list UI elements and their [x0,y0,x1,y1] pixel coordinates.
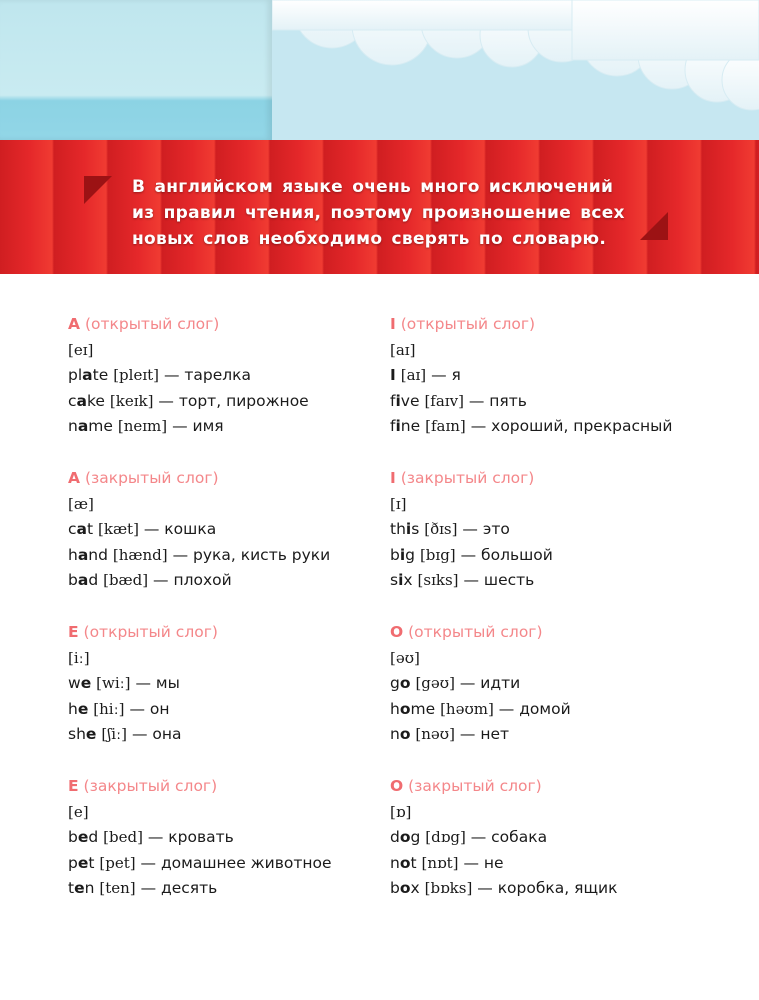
word-entry [68,825,428,851]
word-ipa: [faɪn] [425,417,466,435]
rule-heading [68,312,428,338]
rule-heading [68,620,428,646]
rule-block [68,466,428,620]
word: dog [390,828,421,846]
rule-block [68,312,428,466]
word-translation: — она [131,725,182,743]
sky-illustration [0,0,759,140]
word-ipa: [pleɪt] [113,366,159,384]
heading-letter: E [68,777,79,795]
heading-note: (открытый слог) [400,315,536,333]
word-translation: — он [129,699,170,718]
word-translation: — мы [135,674,180,692]
word-translation: — десять [140,879,218,897]
word: she [68,725,97,743]
clouds-icon [272,0,759,140]
word-translation: — коробка, ящик [477,879,618,897]
word-entry [390,543,750,569]
sound-transcription: [æ] [68,494,94,513]
word: bad [68,571,99,589]
word-ipa: [ʃiː] [101,725,127,743]
word-ipa: [bɒks] [424,879,473,897]
word-ipa: [bɪg] [419,545,456,564]
rule-heading [390,466,750,492]
sound-transcription: [ɒ] [390,802,412,821]
word-translation: — имя [172,417,224,435]
word: bed [68,828,99,846]
word: six [390,571,413,589]
word-translation: — не [463,853,504,872]
sound-transcription: [iː] [68,648,90,667]
word-ipa: [keɪk] [109,391,154,410]
rule-block [68,774,428,928]
sound-transcription: [aɪ] [390,340,416,359]
sound-transcription: [ɪ] [390,494,407,513]
heading-letter: A [68,469,80,487]
word-ipa: [sɪks] [417,571,459,589]
word-translation: — пять [468,391,527,410]
right-column [390,312,750,928]
word-translation: — торт, пирожное [158,391,309,410]
word-entry [390,825,750,851]
word-entry [390,389,750,415]
word-translation: — хороший, прекрасный [470,417,673,435]
word-entry [68,568,428,594]
rule-block [390,620,750,774]
word-ipa: [faɪv] [424,391,464,410]
word-ipa: [pet] [99,853,136,872]
banner-line: новых слов необходимо сверять по словарю. [132,229,607,249]
word-translation: — домой [498,699,571,718]
heading-note: (открытый слог) [408,623,543,641]
rule-heading [390,774,750,800]
heading-note: (открытый слог) [83,623,218,641]
word-translation: — кошка [143,520,217,538]
word-translation: — кровать [147,828,234,846]
word: he [68,699,89,718]
word: big [390,545,416,564]
word-translation: — это [462,520,510,538]
word-entry [68,671,428,697]
word-ipa: [dɒg] [425,828,466,846]
word-ipa: [hiː] [93,699,125,718]
word-entry [390,876,750,902]
word-ipa: [nəʊ] [415,725,455,743]
corner-triangle-icon [84,176,114,206]
word-ipa: [bed] [103,828,143,846]
heading-note: (закрытый слог) [408,777,542,795]
heading-note: (закрытый слог) [83,777,218,795]
word-translation: — домашнее животное [140,853,332,872]
sound-transcription: [eɪ] [68,340,94,359]
word: I [390,366,396,384]
word-ipa: [neɪm] [117,417,168,435]
word-translation: — плохой [153,571,232,589]
word-entry [390,722,750,748]
rule-block [390,774,750,928]
banner-text [132,174,652,252]
word-ipa: [aɪ] [400,366,427,384]
heading-note: (закрытый слог) [84,469,219,487]
word: this [390,520,420,538]
heading-letter: I [390,315,396,333]
heading-letter: I [390,469,396,487]
word: cat [68,520,94,538]
word-ipa: [ten] [99,879,136,897]
word-entry [390,414,750,440]
word-entry [68,389,428,415]
left-column [68,312,428,928]
word-translation: — я [431,366,461,384]
rule-heading [68,774,428,800]
heading-letter: E [68,623,79,641]
banner-line: из правил чтения, поэтому произношение всех [132,203,625,223]
word-translation: — большой [460,545,553,564]
word-entry [390,363,750,389]
word-entry [68,414,428,440]
heading-letter: A [68,315,80,333]
word: hand [68,545,108,564]
word-entry [390,568,750,594]
word: fine [390,417,421,435]
word-ipa: [nɒt] [421,853,459,872]
heading-letter: O [390,623,404,641]
word-entry [68,851,428,877]
word-ipa: [wiː] [96,674,131,692]
word-ipa: [ðɪs] [424,520,458,538]
word: box [390,879,420,897]
sky-panel [0,0,272,140]
heading-note: (открытый слог) [84,315,220,333]
rule-heading [390,620,750,646]
word-entry [68,543,428,569]
word-ipa: [gəʊ] [415,674,455,692]
word: plate [68,366,109,384]
banner-line: В английском языке очень много исключений [132,177,614,197]
word-entry [68,722,428,748]
rule-heading [390,312,750,338]
word-translation: — рука, кисть руки [172,545,331,564]
word: cake [68,391,105,410]
word: five [390,391,420,410]
word-entry [390,517,750,543]
word-ipa: [kæt] [98,520,139,538]
word: home [390,699,436,718]
rule-block [390,312,750,466]
word-translation: — тарелка [163,366,252,384]
word-entry [68,697,428,723]
word-entry [390,671,750,697]
sound-transcription: [e] [68,802,89,821]
word-translation: — идти [459,674,521,692]
rule-block [68,620,428,774]
word: name [68,417,113,435]
word-entry [68,876,428,902]
rule-heading [68,466,428,492]
word: no [390,725,411,743]
word-ipa: [hænd] [112,545,168,564]
word-entry [68,517,428,543]
rule-block [390,466,750,620]
word-translation: — шесть [463,571,535,589]
word-translation: — собака [470,828,548,846]
word-ipa: [həʊm] [440,699,494,718]
word: go [390,674,411,692]
word: we [68,674,92,692]
sound-transcription: [əʊ] [390,648,420,667]
word-entry [390,851,750,877]
heading-note: (закрытый слог) [400,469,535,487]
word-entry [68,363,428,389]
word-entry [390,697,750,723]
word-translation: — нет [459,725,510,743]
word: ten [68,879,95,897]
heading-letter: O [390,777,404,795]
word-ipa: [bæd] [103,571,149,589]
word: pet [68,853,95,872]
word: not [390,853,417,872]
